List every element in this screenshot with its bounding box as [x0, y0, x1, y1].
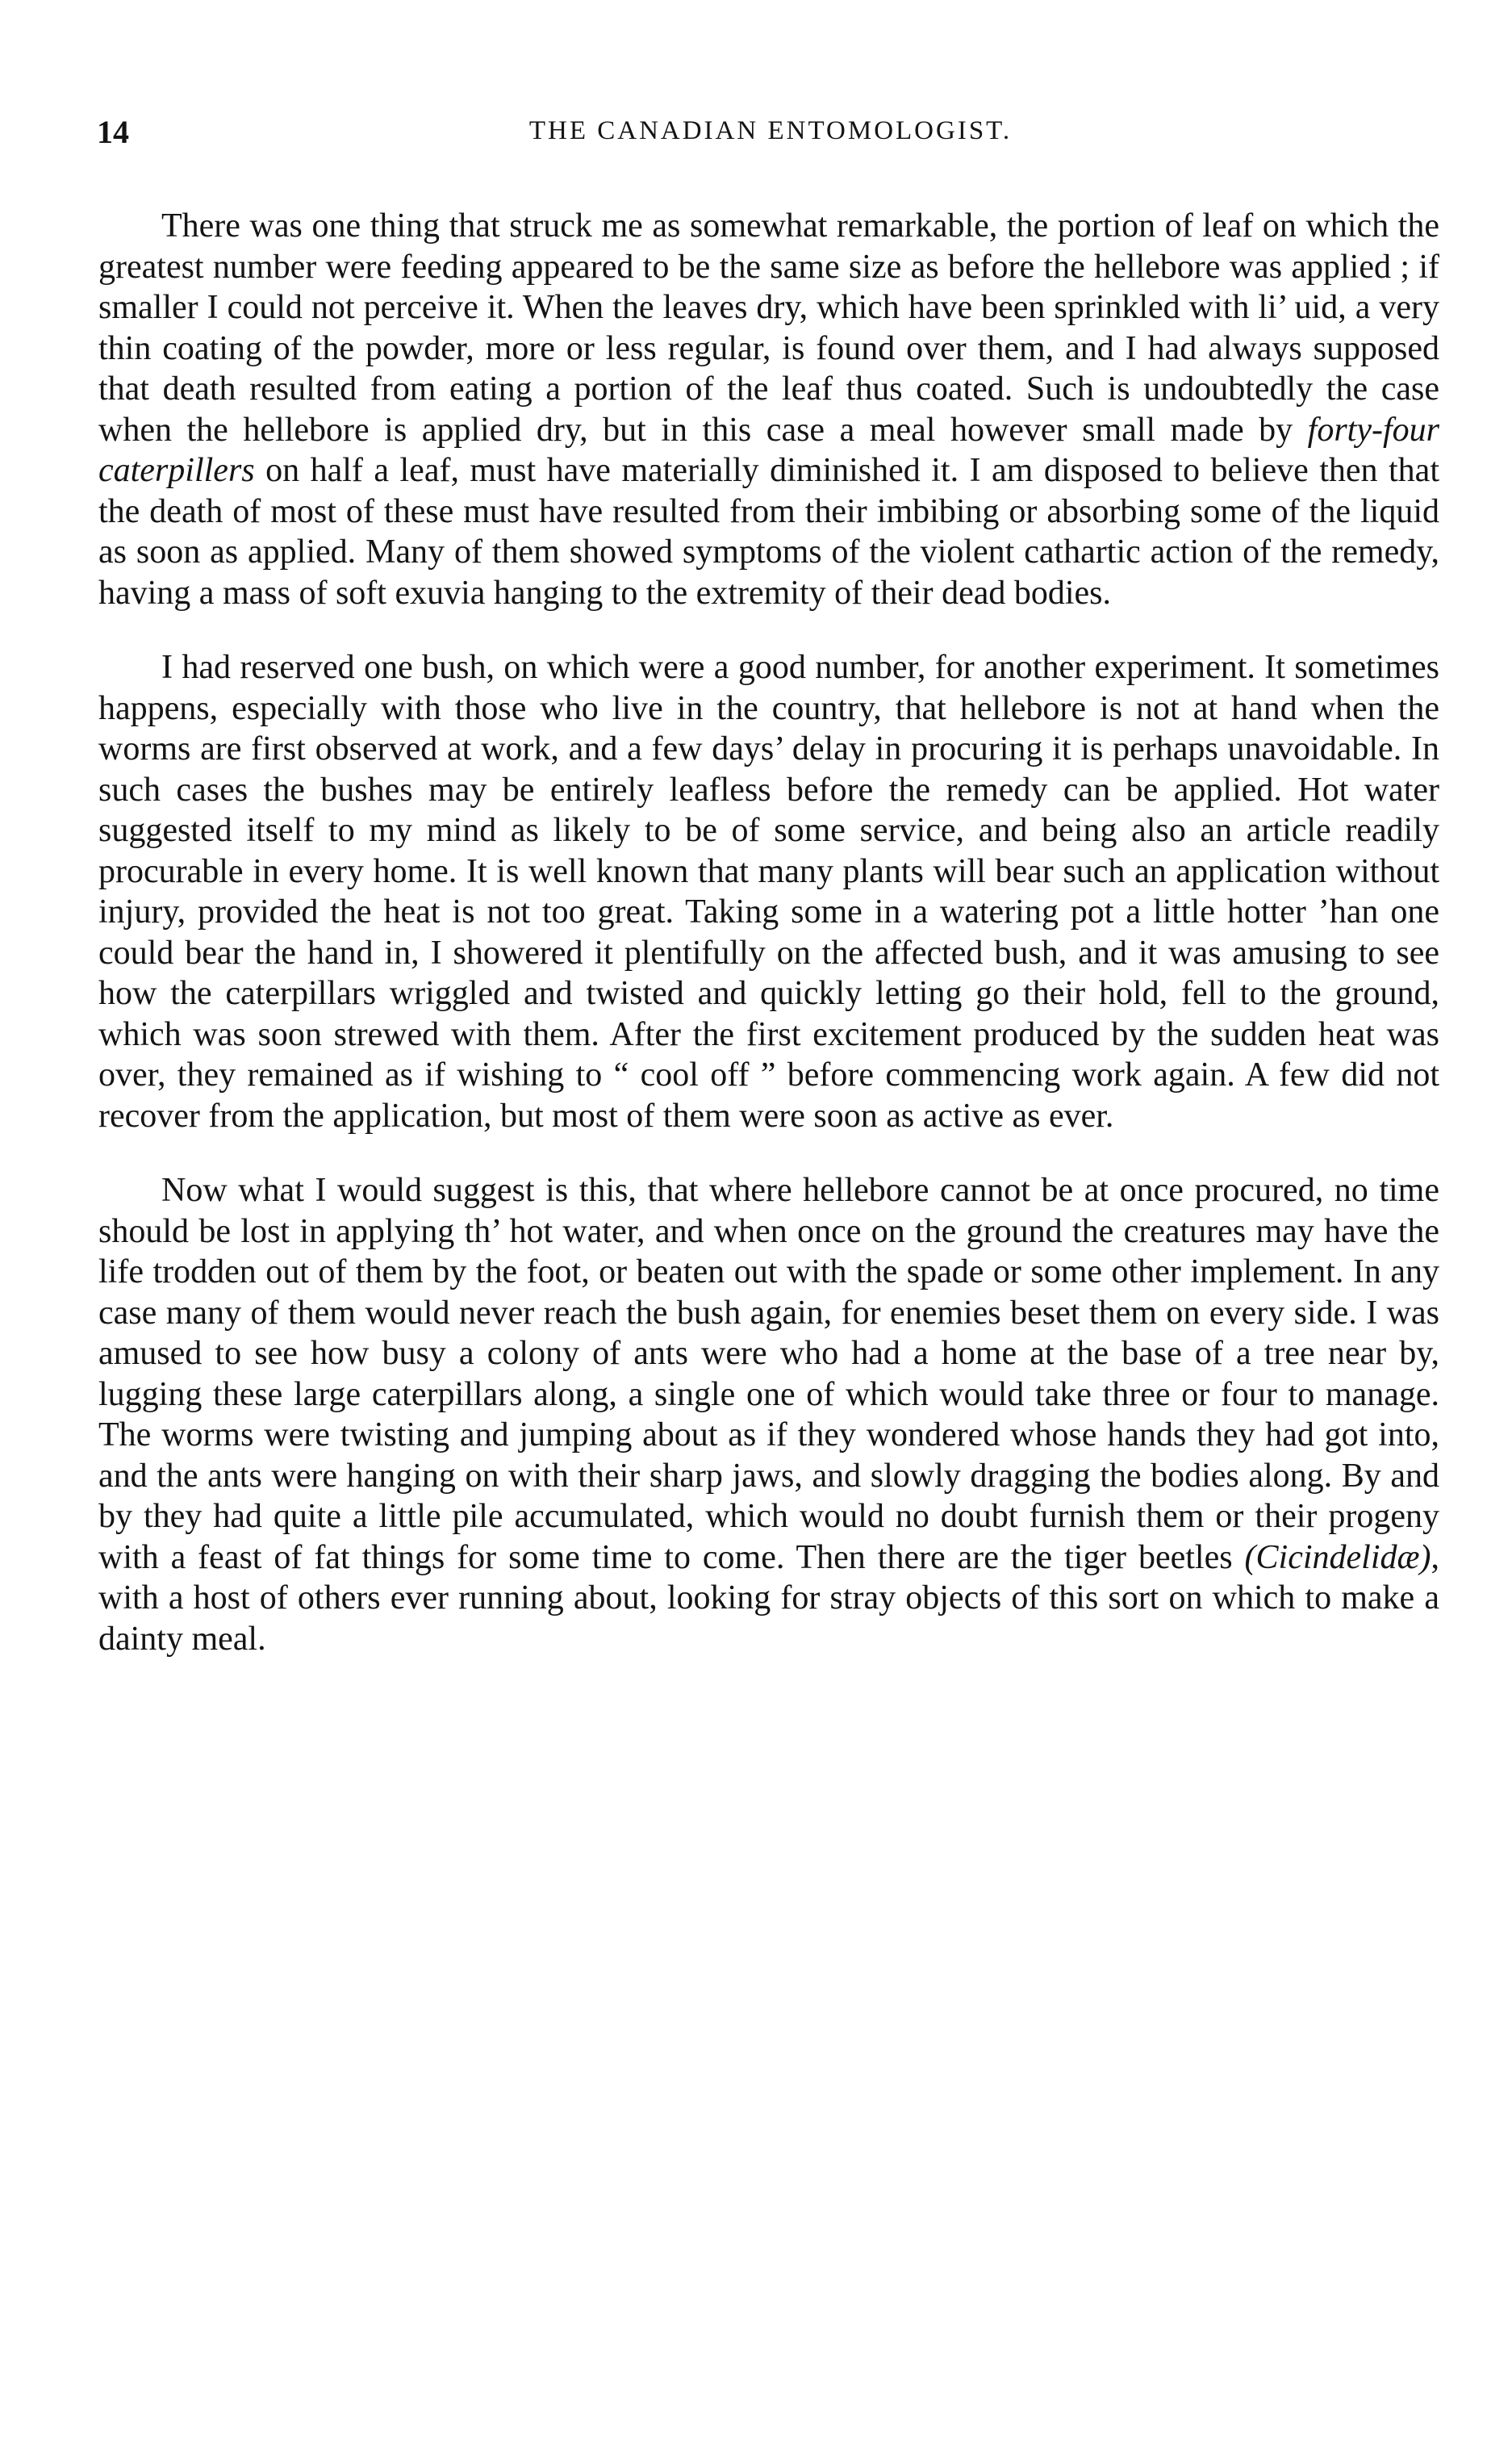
article-body — [98, 206, 1439, 1659]
text-run: I had reserved one bush, on which were a good number, for another experiment. It sometimes happens, especially with those who live in the country, that hellebore is not at hand when the worms are first observed at work, and a few days’ delay in procuring it is perhaps unavoidable. In such cases the bushes may be entirely leafless before the remedy can be applied. Hot water suggested itself to my mind as likely to be of some service, and being also an article readily procurable in every home. It is well known that many plants will bear such an application without injury, provided the heat is not too great. Taking some in a watering pot a little hotter ’han one could bear the hand in, I showered it plentifully on the affected bush, and it was amusing to see how the caterpillars wriggled and twisted and quickly letting go their hold, fell to the ground, which was soon strewed with them. After the first excitement produced by the sudden heat was over, they remained as if wishing to “ cool off ” before commencing work again. A few did not recover from the application, but most of them were soon as active as ever. — [98, 649, 1439, 1135]
text-run: There was one thing that struck me as somewhat remarkable, the portion of leaf on which the greatest number were feeding appeared to be the same size as before the hellebore was applied ; if smaller I could not perceive it. When the leaves dry, which have been sprinkled with li’ uid, a very thin coating of the powder, more or less regular, is found over them, and I had always supposed that death resulted from eating a portion of the leaf thus coated. Such is undoubtedly the case when the hellebore is applied dry, but in this case a meal however small made by — [98, 207, 1439, 449]
text-run: , with a host of others ever running about, looking for stray objects of this sort on which to make a dainty meal. — [98, 1538, 1439, 1658]
text-run: Now what I would suggest is this, that where hellebore cannot be at once procured, no time should be lost in applying th’ hot water, and when once on the ground the creatures may have the life trodden out of them by the foot, or beaten out with the spade or some other implement. In any case many of them would never reach the bush again, for enemies beset them on every side. I was amused to see how busy a colony of ants were who had a home at the base of a tree near by, lugging these large caterpillars along, a single one of which would take three or four to manage. The worms were twisting and jumping about as if they wondered whose hands they had got into, and the ants were hanging on with their sharp jaws, and slowly dragging the bodies along. By and by they had quite a little pile accumulated, which would no doubt furnish them or their progeny with a feast of fat things for some time to come. Then there are the tiger beetles — [98, 1172, 1439, 1576]
page-number: 14 — [97, 114, 129, 150]
text-run: on half a leaf, must have materially diminished it. I am disposed to believe then that the death of most of these must have resulted from their imbibing or absorbing some of the liquid as soon as applied. Many of them showed symptoms of the violent cathartic action of the remedy, having a mass of soft exuvia hanging to the extremity of their dead bodies. — [98, 452, 1439, 612]
paragraph — [98, 647, 1439, 1136]
page-header — [97, 113, 1444, 161]
running-head: THE CANADIAN ENTOMOLOGIST. — [528, 116, 1013, 145]
paragraph — [98, 1170, 1439, 1659]
italic-text-run: forty-four caterpillers — [98, 411, 1439, 489]
italic-text-run: (Cicindelidæ) — [1244, 1538, 1431, 1576]
paragraph — [98, 206, 1439, 613]
